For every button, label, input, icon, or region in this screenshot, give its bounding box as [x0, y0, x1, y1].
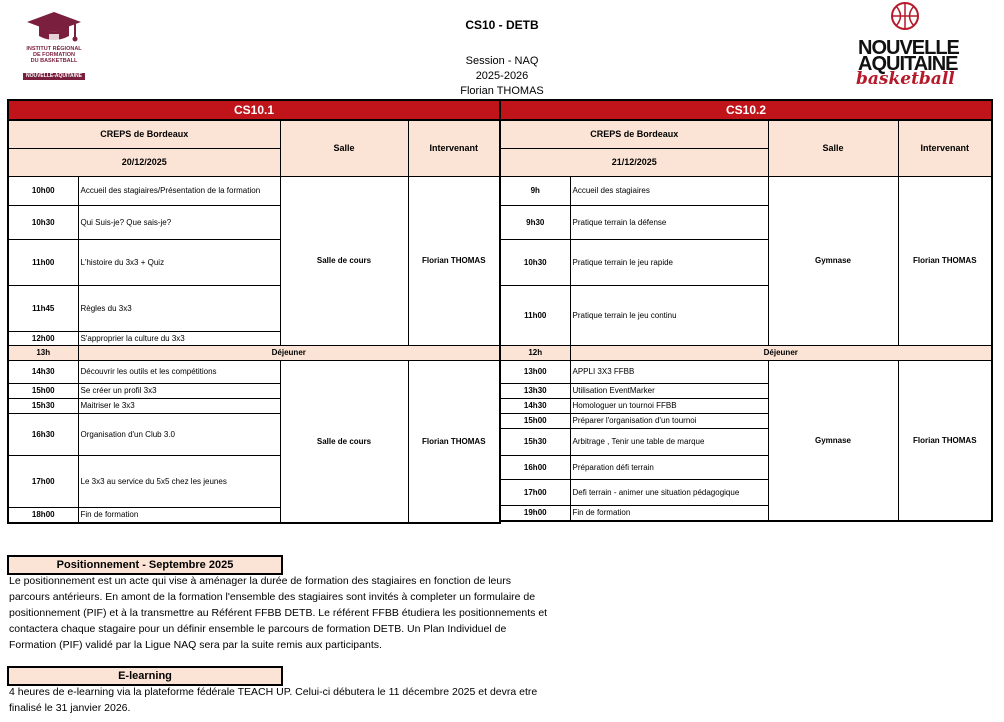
cs2-speaker-pm: Florian THOMAS	[898, 360, 992, 521]
cs1-time: 15h30	[8, 398, 78, 413]
cs1-time: 11h45	[8, 285, 78, 331]
positionnement-line: positionnement (PIF) et à la transmettre au Référent FFBB DETB. Le référent FFBB étudiera les positionnements et	[9, 607, 548, 619]
cs1-time: 15h00	[8, 383, 78, 398]
cs2-activity: Accueil des stagiaires	[570, 176, 768, 205]
cs1-time: 16h30	[8, 413, 78, 455]
positionnement-text	[9, 573, 569, 653]
elearning-line: finalisé le 31 janvier 2026.	[9, 702, 131, 714]
cs1-time: 11h00	[8, 239, 78, 285]
cs1-activity: Organisation d'un Club 3.0	[78, 413, 280, 455]
cs2-col-speaker: Intervenant	[898, 120, 992, 176]
cs1-activity: S'approprier la culture du 3x3	[78, 331, 280, 345]
cs2-activity: Pratique terrain le jeu rapide	[570, 239, 768, 285]
cs2-time: 13h30	[500, 383, 570, 398]
cs2-time: 11h00	[500, 285, 570, 345]
cs1-time: 17h00	[8, 455, 78, 507]
positionnement-title: Positionnement - Septembre 2025	[7, 555, 283, 575]
elearning-line: 4 heures de e-learning via la plateforme fédérale TEACH UP. Celui-ci débutera le 11 décembre 2025 et devra etre	[9, 686, 538, 698]
positionnement-line: contactera chaque stagaire pour un définir ensemble le parcours de formation DETB. Un Plan Individuel de	[9, 623, 507, 635]
cs1-time: 10h00	[8, 176, 78, 205]
logo-left-band: NOUVELLE-AQUITAINE	[23, 73, 85, 80]
cs2-time: 19h00	[500, 505, 570, 521]
positionnement-line: Le positionnement est un acte qui vise à aménager la durée de formation des stagiaires en fonction de leurs	[9, 575, 511, 587]
cs2-col-room: Salle	[768, 120, 898, 176]
cs2-activity: Defi terrain - animer une situation pédagogique	[570, 479, 768, 505]
cs2-lunch-label: Déjeuner	[570, 345, 992, 360]
cs2-time: 14h30	[500, 398, 570, 413]
cs1-time: 12h00	[8, 331, 78, 345]
logo-left-line-2: DE FORMATION	[32, 52, 76, 58]
cs2-activity: Préparer l'organisation d'un tournoi	[570, 413, 768, 428]
cs2-lunch-time: 12h	[500, 345, 570, 360]
cs1-time: 10h30	[8, 205, 78, 239]
cs2-time: 10h30	[500, 239, 570, 285]
logo-right-line-1: NOUVELLE	[858, 37, 959, 59]
cs2-banner: CS10.2	[500, 100, 992, 120]
logo-left-line-1: INSTITUT RÉGIONAL	[26, 46, 82, 52]
cs1-banner: CS10.1	[8, 100, 500, 120]
cs2-time: 16h00	[500, 455, 570, 479]
cs1-room-pm: Salle de cours	[280, 360, 408, 523]
cs2-date: 21/12/2025	[500, 148, 768, 176]
cs2-time: 9h30	[500, 205, 570, 239]
cs2-speaker-am: Florian THOMAS	[898, 176, 992, 345]
cs2-time: 15h00	[500, 413, 570, 428]
positionnement-line: Formation (PIF) validé par la Ligue NAQ sera par la suite remis aux participants.	[9, 639, 382, 651]
cs1-date: 20/12/2025	[8, 148, 280, 176]
cs1-activity: Se créer un profil 3x3	[78, 383, 280, 398]
cs1-lunch-time: 13h	[8, 345, 78, 360]
cs2-room-am: Gymnase	[768, 176, 898, 345]
elearning-title: E-learning	[7, 666, 283, 686]
cs1-activity: Qui Suis-je? Que sais-je?	[78, 205, 280, 239]
cs1-activity: Maitriser le 3x3	[78, 398, 280, 413]
cs2-activity: Pratique terrain le jeu continu	[570, 285, 768, 345]
cs1-activity: Découvrir les outils et les compétitions	[78, 360, 280, 383]
cs2-activity: Pratique terrain la défense	[570, 205, 768, 239]
schedule-cs10-1	[7, 99, 501, 524]
cs2-time: 9h	[500, 176, 570, 205]
cs1-room-am: Salle de cours	[280, 176, 408, 345]
cs1-lunch-label: Déjeuner	[78, 345, 500, 360]
cs2-activity: Arbitrage , Tenir une table de marque	[570, 428, 768, 455]
cs1-speaker-am: Florian THOMAS	[408, 176, 500, 345]
cs1-activity: L'histoire du 3x3 + Quiz	[78, 239, 280, 285]
cs2-activity: Préparation défi terrain	[570, 455, 768, 479]
cs2-activity: Homologuer un tournoi FFBB	[570, 398, 768, 413]
cs2-place: CREPS de Bordeaux	[500, 120, 768, 148]
cs2-time: 17h00	[500, 479, 570, 505]
cs1-time: 14h30	[8, 360, 78, 383]
trainer-label: Florian THOMAS	[460, 85, 544, 97]
logo-right-line-2: AQUITAINE	[858, 53, 958, 75]
cs1-activity: Accueil des stagiaires/Présentation de la formation	[78, 176, 280, 205]
session-label: Session - NAQ	[465, 55, 539, 67]
nouvelle-aquitaine-basketball-logo	[848, 0, 968, 92]
cs1-time: 18h00	[8, 507, 78, 523]
positionnement-line: parcours antérieurs. En amont de la formation l'ensemble des stagiaires sont invités à completer un formulaire de	[9, 591, 536, 603]
cs2-activity: APPLI 3X3 FFBB	[570, 360, 768, 383]
cs1-place: CREPS de Bordeaux	[8, 120, 280, 148]
cs1-activity: Règles du 3x3	[78, 285, 280, 331]
cs2-activity: Fin de formation	[570, 505, 768, 521]
page-title: CS10 - DETB	[465, 18, 539, 32]
cs2-activity: Utilisation EventMarker	[570, 383, 768, 398]
cs2-time: 15h30	[500, 428, 570, 455]
logo-left-line-3: DU BASKETBALL	[30, 58, 78, 64]
cs1-activity: Le 3x3 au service du 5x5 chez les jeunes	[78, 455, 280, 507]
cs1-col-speaker: Intervenant	[408, 120, 500, 176]
cs1-activity: Fin de formation	[78, 507, 280, 523]
cs1-speaker-pm: Florian THOMAS	[408, 360, 500, 523]
schedule-cs10-2	[499, 99, 993, 522]
cs2-room-pm: Gymnase	[768, 360, 898, 521]
years-label: 2025-2026	[475, 70, 529, 82]
logo-right-line-3: basketball	[856, 69, 955, 89]
basketball-icon	[888, 0, 922, 36]
elearning-text	[9, 684, 569, 716]
cs2-time: 13h00	[500, 360, 570, 383]
cs1-col-room: Salle	[280, 120, 408, 176]
